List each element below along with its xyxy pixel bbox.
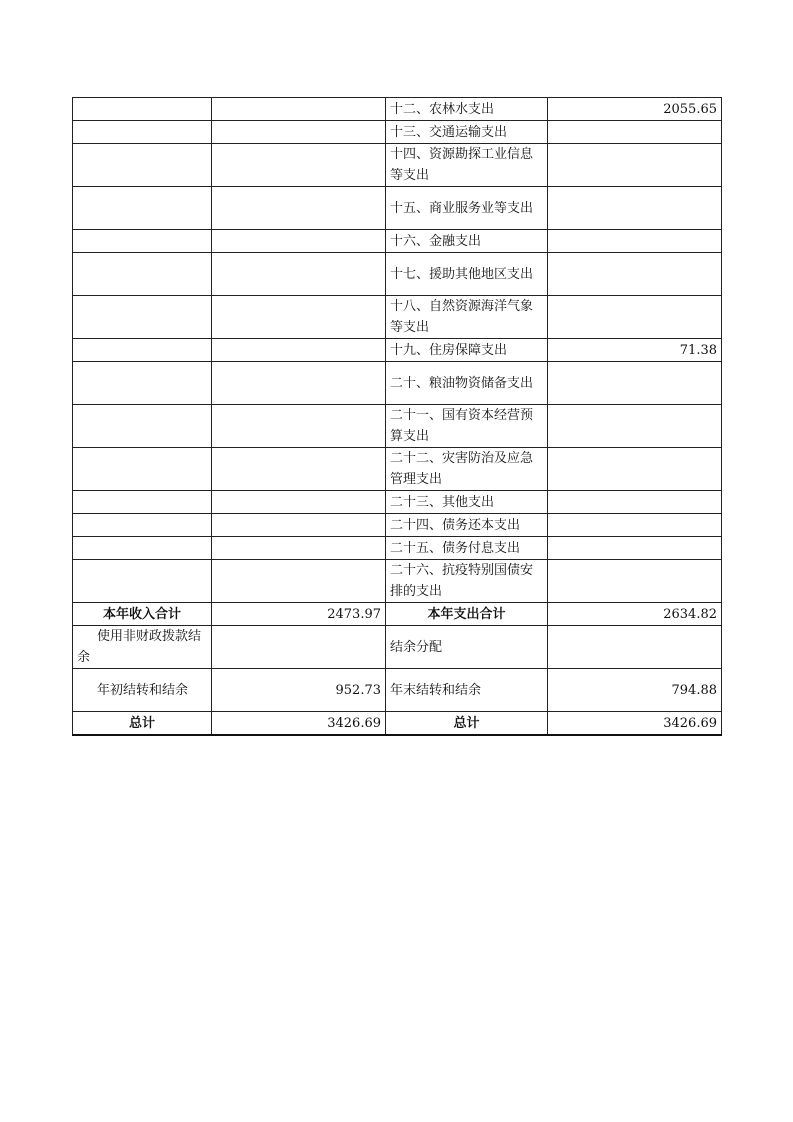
income-amount-cell <box>212 405 386 448</box>
income-item-cell <box>73 187 212 230</box>
expenditure-amount-cell <box>548 537 722 560</box>
surplus-distribution-label: 结余分配 <box>386 626 548 669</box>
table-row <box>73 98 722 121</box>
income-amount-cell <box>212 448 386 491</box>
expenditure-item-cell: 二十三、其他支出 <box>386 491 548 514</box>
opening-balance-label: 年初结转和结余 <box>73 669 212 712</box>
expenditure-item-cell: 十五、商业服务业等支出 <box>386 187 548 230</box>
income-item-cell <box>73 405 212 448</box>
income-amount-cell <box>212 144 386 187</box>
income-item-cell <box>73 253 212 296</box>
carryover-row <box>73 669 722 712</box>
expenditure-item-cell: 十三、交通运输支出 <box>386 121 548 144</box>
income-amount-cell <box>212 98 386 121</box>
budget-table <box>72 97 722 736</box>
non-fiscal-balance-label: 使用非财政拨款结余 <box>73 626 212 669</box>
expenditure-total-amount: 2634.82 <box>548 603 722 626</box>
expenditure-item-cell: 十四、资源勘探工业信息等支出 <box>386 144 548 187</box>
expenditure-amount-cell <box>548 491 722 514</box>
grand-total-expenditure-amount: 3426.69 <box>548 712 722 736</box>
expenditure-amount-cell <box>548 253 722 296</box>
income-item-cell <box>73 537 212 560</box>
expenditure-item-cell: 二十二、灾害防治及应急管理支出 <box>386 448 548 491</box>
expenditure-amount-cell <box>548 448 722 491</box>
income-amount-cell <box>212 362 386 405</box>
table-row <box>73 230 722 253</box>
expenditure-amount-cell: 2055.65 <box>548 98 722 121</box>
income-amount-cell <box>212 339 386 362</box>
annual-total-row <box>73 603 722 626</box>
table-row <box>73 121 722 144</box>
income-total-label: 本年收入合计 <box>73 603 212 626</box>
expenditure-amount-cell <box>548 230 722 253</box>
expenditure-item-cell: 十八、自然资源海洋气象等支出 <box>386 296 548 339</box>
income-amount-cell <box>212 296 386 339</box>
expenditure-amount-cell <box>548 405 722 448</box>
expenditure-total-label: 本年支出合计 <box>386 603 548 626</box>
income-item-cell <box>73 339 212 362</box>
income-amount-cell <box>212 537 386 560</box>
expenditure-amount-cell <box>548 187 722 230</box>
grand-total-income-label: 总计 <box>73 712 212 736</box>
table-row <box>73 405 722 448</box>
expenditure-item-cell: 二十五、债务付息支出 <box>386 537 548 560</box>
expenditure-amount-cell <box>548 121 722 144</box>
grand-total-row <box>73 712 722 736</box>
non-fiscal-balance-amount <box>212 626 386 669</box>
expenditure-amount-cell <box>548 560 722 603</box>
income-amount-cell <box>212 491 386 514</box>
income-amount-cell <box>212 514 386 537</box>
table-row <box>73 491 722 514</box>
table-row <box>73 144 722 187</box>
income-item-cell <box>73 230 212 253</box>
surplus-distribution-amount <box>548 626 722 669</box>
table-row <box>73 187 722 230</box>
expenditure-amount-cell <box>548 362 722 405</box>
table-row <box>73 514 722 537</box>
income-amount-cell <box>212 230 386 253</box>
table-row <box>73 296 722 339</box>
expenditure-item-cell: 二十四、债务还本支出 <box>386 514 548 537</box>
income-total-amount: 2473.97 <box>212 603 386 626</box>
grand-total-expenditure-label: 总计 <box>386 712 548 736</box>
income-item-cell <box>73 448 212 491</box>
income-amount-cell <box>212 187 386 230</box>
expenditure-item-cell: 十二、农林水支出 <box>386 98 548 121</box>
income-amount-cell <box>212 121 386 144</box>
balance-row <box>73 626 722 669</box>
expenditure-item-cell: 二十一、国有资本经营预算支出 <box>386 405 548 448</box>
expenditure-item-cell: 十七、援助其他地区支出 <box>386 253 548 296</box>
opening-balance-amount: 952.73 <box>212 669 386 712</box>
grand-total-income-amount: 3426.69 <box>212 712 386 736</box>
income-item-cell <box>73 491 212 514</box>
expenditure-item-cell: 二十、粮油物资储备支出 <box>386 362 548 405</box>
expenditure-amount-cell <box>548 296 722 339</box>
table-row <box>73 362 722 405</box>
income-item-cell <box>73 362 212 405</box>
income-item-cell <box>73 98 212 121</box>
income-item-cell <box>73 121 212 144</box>
table-row <box>73 448 722 491</box>
expenditure-item-cell: 十六、金融支出 <box>386 230 548 253</box>
expenditure-item-cell: 十九、住房保障支出 <box>386 339 548 362</box>
table-row <box>73 253 722 296</box>
income-amount-cell <box>212 560 386 603</box>
income-item-cell <box>73 296 212 339</box>
table-row <box>73 560 722 603</box>
income-item-cell <box>73 514 212 537</box>
income-amount-cell <box>212 253 386 296</box>
table-row <box>73 537 722 560</box>
income-item-cell <box>73 144 212 187</box>
closing-balance-label: 年末结转和结余 <box>386 669 548 712</box>
income-item-cell <box>73 560 212 603</box>
expenditure-amount-cell: 71.38 <box>548 339 722 362</box>
expenditure-item-cell: 二十六、抗疫特别国债安排的支出 <box>386 560 548 603</box>
closing-balance-amount: 794.88 <box>548 669 722 712</box>
table-row <box>73 339 722 362</box>
expenditure-amount-cell <box>548 144 722 187</box>
expenditure-amount-cell <box>548 514 722 537</box>
